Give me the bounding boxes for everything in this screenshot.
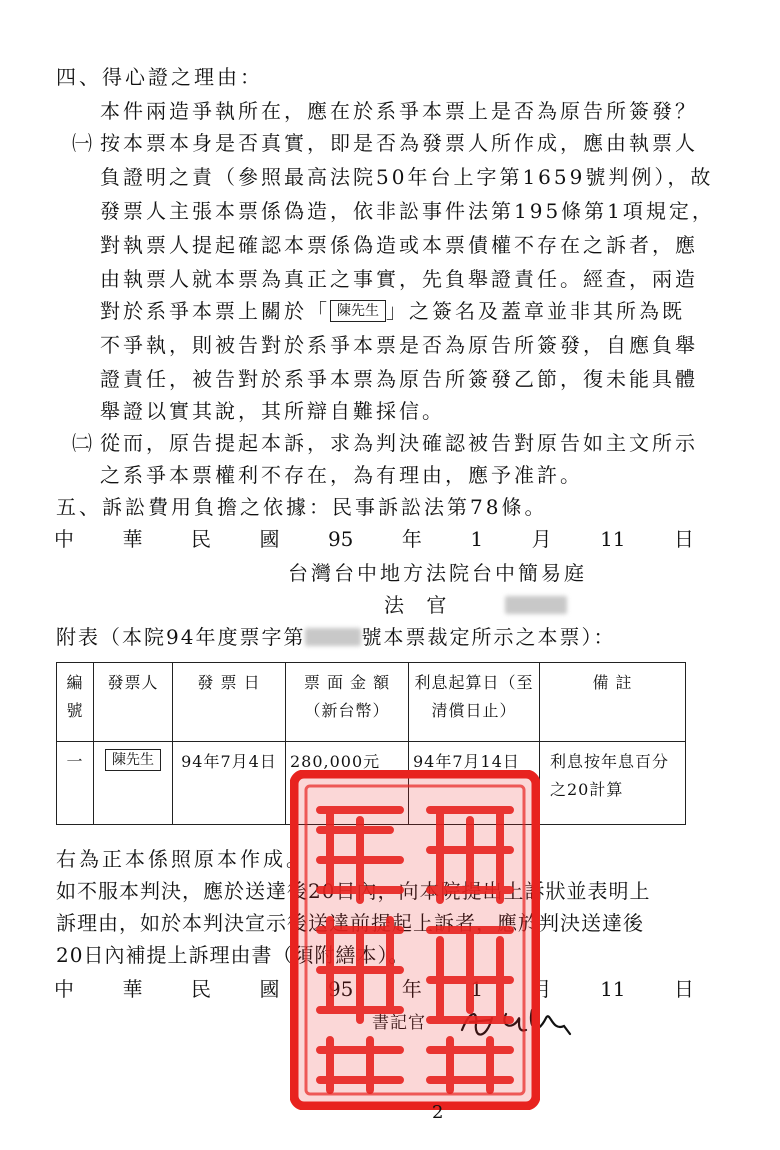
- annex-prefix: 附表（本院94年度票字第: [56, 625, 306, 649]
- item1-marker: ㈠: [72, 131, 92, 155]
- date1-hua: 華: [122, 527, 143, 551]
- date2-day: 日: [674, 977, 694, 1001]
- date1-day: 日: [674, 527, 694, 551]
- judge-label: 法 官: [384, 593, 455, 617]
- annex-line: [56, 622, 615, 652]
- section4-line-12: 之系爭本票權利不存在，為有理由，應予准許。: [100, 463, 583, 487]
- date1-min: 民: [190, 527, 211, 551]
- date2-month: 月: [531, 977, 552, 1001]
- clerk-signature-icon: [456, 1000, 576, 1046]
- cell-amount: 280,000元: [286, 742, 409, 825]
- date1-month: 月: [531, 527, 552, 551]
- date1-month-value: 1: [470, 527, 484, 551]
- appeal-line-3: 20日內補提上訴理由書（須附繕本）。: [56, 943, 410, 967]
- date1-year-value: 95: [327, 527, 354, 551]
- certify-text: 右為正本係照原本作成。: [56, 847, 309, 871]
- appeal-line-2: 訴理由，如於本判決宣示後送達前提起上訴者，應於判決送達後: [56, 911, 644, 935]
- date1-zhong: 中: [54, 527, 74, 551]
- date2-hua: 華: [122, 977, 143, 1001]
- cell-issue-date: 94年7月4日: [173, 742, 286, 825]
- annex-table: [56, 662, 686, 825]
- appeal-line-1: 如不服本判決，應於送達後20日內，向本院提出上訴狀並表明上: [56, 879, 651, 903]
- header-amount: 票 面 金 額（新台幣）: [286, 663, 409, 742]
- date-row-1: [54, 524, 694, 554]
- header-interest-start: 利息起算日（至清償日止）: [409, 663, 540, 742]
- table-header-row: [57, 663, 686, 742]
- date1-year: 年: [401, 527, 422, 551]
- clerk-label: 書記官: [372, 1013, 426, 1033]
- date-row-2: [54, 974, 694, 1004]
- court-name: 台灣台中地方法院台中簡易庭: [288, 561, 587, 585]
- date2-day-value: 11: [600, 977, 626, 1001]
- cell-no: 一: [57, 742, 94, 825]
- date2-year: 年: [401, 977, 422, 1001]
- page-number: 2: [432, 1102, 447, 1123]
- cell-issuer: [94, 742, 173, 825]
- date2-min: 民: [190, 977, 211, 1001]
- header-no: 編號: [57, 663, 94, 742]
- item2-marker: ㈡: [72, 431, 92, 455]
- date2-zhong: 中: [54, 977, 74, 1001]
- cell-note: 利息按年息百分之20計算: [540, 742, 686, 825]
- section4-line-6: 由執票人就本票為真正之事實，先負舉證責任。經查，兩造: [100, 267, 698, 291]
- date2-year-value: 95: [327, 977, 354, 1001]
- cell-interest-start: 94年7月14日: [409, 742, 540, 825]
- section4-line-3: 負證明之責（參照最高法院50年台上字第1659號判例），故: [100, 165, 714, 189]
- section4-line-8: 不爭執，則被告對於系爭本票是否為原告所簽發，自應負舉: [100, 333, 698, 357]
- section4-line-5: 對執票人提起確認本票係偽造或本票債權不存在之訴者，應: [100, 233, 698, 257]
- annex-suffix: 號本票裁定所示之本票）：: [361, 625, 616, 649]
- section4-line-1: 本件兩造爭執所在，應在於系爭本票上是否為原告所簽發？: [100, 99, 698, 123]
- date2-guo: 國: [259, 977, 280, 1001]
- date2-month-value: 1: [470, 977, 484, 1001]
- redacted-judge-name: [505, 596, 567, 614]
- signature-line-suffix: 」之簽名及蓋章並非其所為既: [386, 299, 685, 323]
- header-issuer: 發票人: [94, 663, 173, 742]
- date1-day-value: 11: [600, 527, 626, 551]
- section4-line-4: 發票人主張本票係偽造，依非訟事件法第195條第1項規定，: [100, 199, 715, 223]
- header-note: 備 註: [540, 663, 686, 742]
- section4-line-11: 從而，原告提起本訴，求為判決確認被告對原告如主文所示: [100, 431, 698, 455]
- section4-line-2: 按本票本身是否真實，即是否為發票人所作成，應由執票人: [100, 131, 698, 155]
- section4-heading: 四、得心證之理由：: [56, 65, 263, 89]
- cell-issuer-name: 陳先生: [105, 749, 161, 771]
- redacted-case-number: [305, 628, 361, 646]
- date1-guo: 國: [259, 527, 280, 551]
- table-row: [57, 742, 686, 825]
- name-placeholder-box: 陳先生: [330, 300, 386, 322]
- signature-line-prefix: 對於系爭本票上關於「: [100, 299, 330, 323]
- section4-line-7: [100, 296, 685, 326]
- section5-text: 五、訴訟費用負擔之依據：民事訴訟法第78條。: [56, 495, 548, 519]
- section4-line-9: 證責任，被告對於系爭本票為原告所簽發乙節，復未能具體: [100, 367, 698, 391]
- header-issue-date: 發 票 日: [173, 663, 286, 742]
- judge-line: [384, 590, 567, 620]
- section4-line-10: 舉證以實其說，其所辯自難採信。: [100, 399, 445, 423]
